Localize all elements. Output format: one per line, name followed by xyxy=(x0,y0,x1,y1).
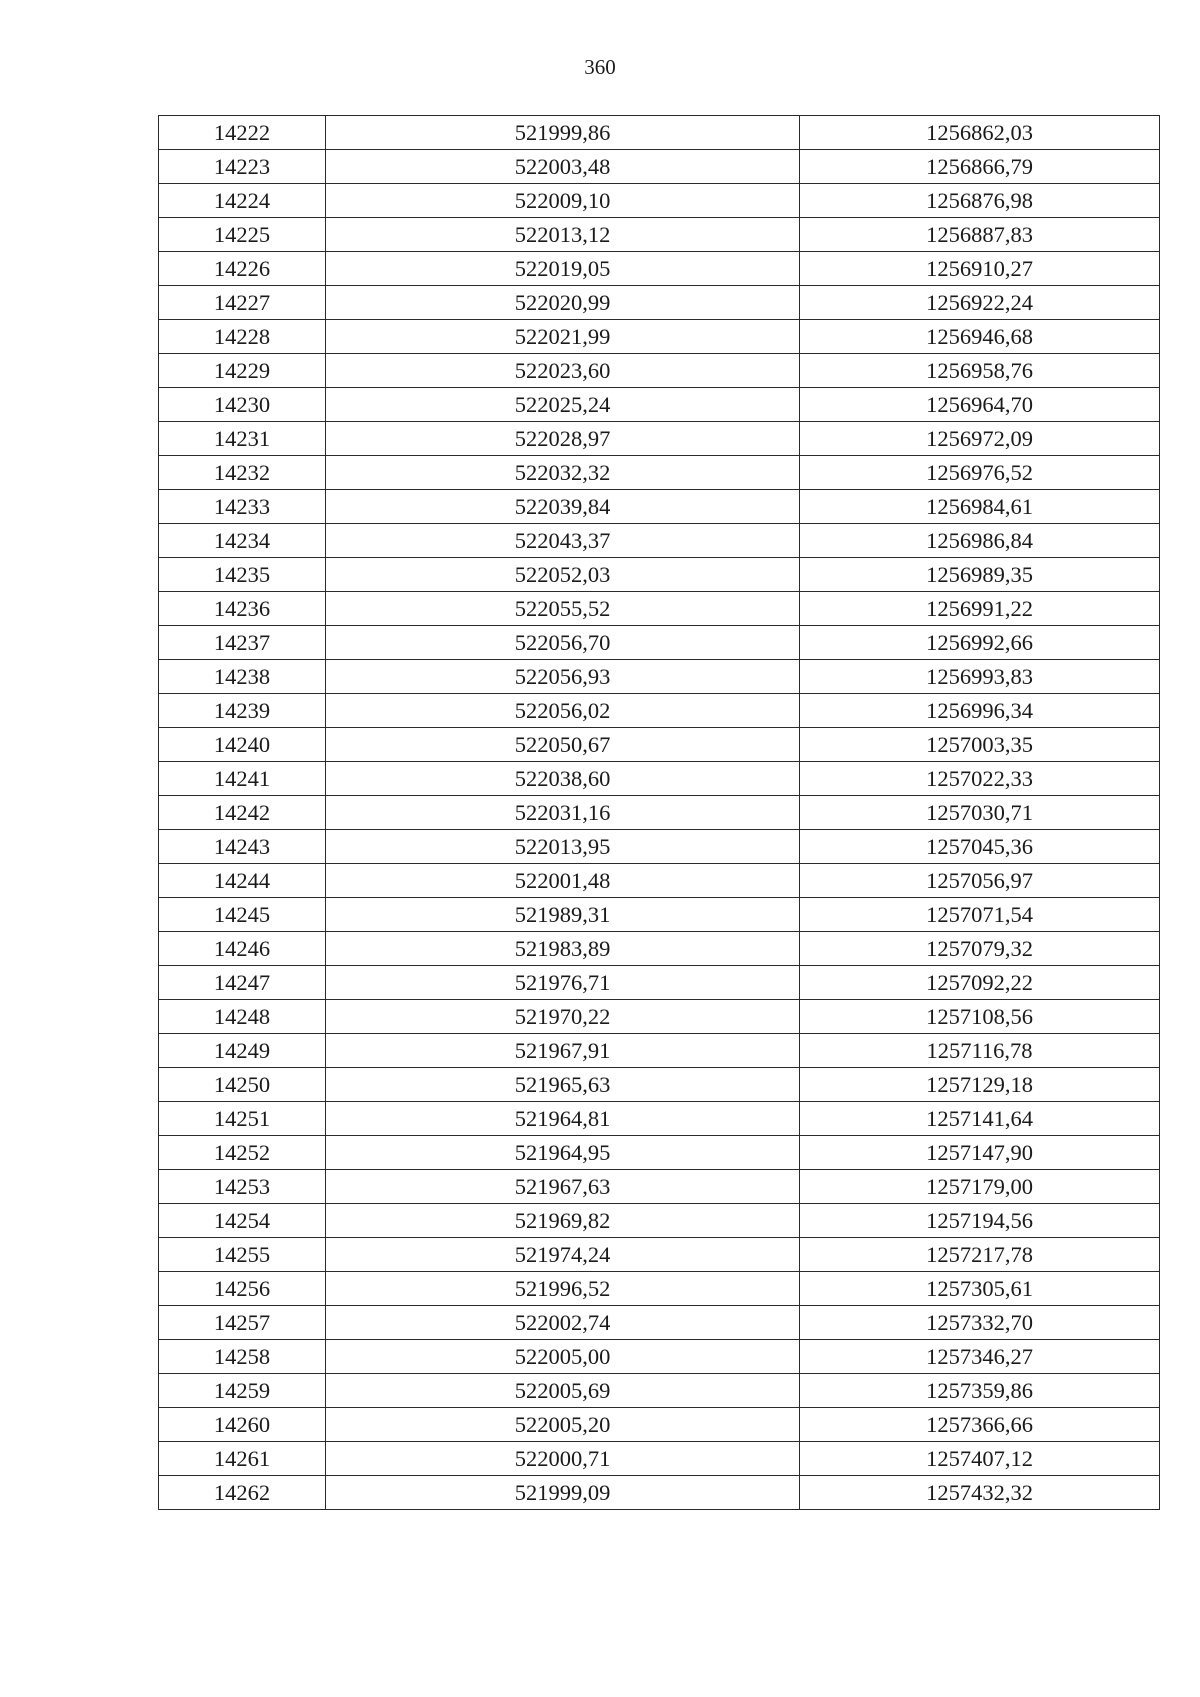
point-number-cell: 14259 xyxy=(159,1374,326,1408)
y-coordinate-cell: 1257179,00 xyxy=(800,1170,1160,1204)
table-row xyxy=(159,762,1160,796)
table-row xyxy=(159,932,1160,966)
table-row xyxy=(159,388,1160,422)
point-number-cell: 14246 xyxy=(159,932,326,966)
y-coordinate-cell: 1257045,36 xyxy=(800,830,1160,864)
table-row xyxy=(159,592,1160,626)
point-number-cell: 14253 xyxy=(159,1170,326,1204)
x-coordinate-cell: 522019,05 xyxy=(326,252,800,286)
point-number-cell: 14250 xyxy=(159,1068,326,1102)
point-number-cell: 14229 xyxy=(159,354,326,388)
point-number-cell: 14255 xyxy=(159,1238,326,1272)
x-coordinate-cell: 522013,95 xyxy=(326,830,800,864)
table-row xyxy=(159,320,1160,354)
table-row xyxy=(159,1476,1160,1510)
table-row xyxy=(159,218,1160,252)
table-row xyxy=(159,1306,1160,1340)
x-coordinate-cell: 522050,67 xyxy=(326,728,800,762)
point-number-cell: 14249 xyxy=(159,1034,326,1068)
point-number-cell: 14241 xyxy=(159,762,326,796)
point-number-cell: 14235 xyxy=(159,558,326,592)
x-coordinate-cell: 521967,63 xyxy=(326,1170,800,1204)
point-number-cell: 14258 xyxy=(159,1340,326,1374)
y-coordinate-cell: 1257030,71 xyxy=(800,796,1160,830)
y-coordinate-cell: 1256984,61 xyxy=(800,490,1160,524)
x-coordinate-cell: 522013,12 xyxy=(326,218,800,252)
point-number-cell: 14222 xyxy=(159,116,326,150)
y-coordinate-cell: 1257194,56 xyxy=(800,1204,1160,1238)
y-coordinate-cell: 1257079,32 xyxy=(800,932,1160,966)
y-coordinate-cell: 1257116,78 xyxy=(800,1034,1160,1068)
y-coordinate-cell: 1256887,83 xyxy=(800,218,1160,252)
point-number-cell: 14260 xyxy=(159,1408,326,1442)
x-coordinate-cell: 522001,48 xyxy=(326,864,800,898)
y-coordinate-cell: 1257141,64 xyxy=(800,1102,1160,1136)
x-coordinate-cell: 521996,52 xyxy=(326,1272,800,1306)
table-row xyxy=(159,1102,1160,1136)
point-number-cell: 14257 xyxy=(159,1306,326,1340)
point-number-cell: 14228 xyxy=(159,320,326,354)
x-coordinate-cell: 521964,81 xyxy=(326,1102,800,1136)
y-coordinate-cell: 1256946,68 xyxy=(800,320,1160,354)
x-coordinate-cell: 522020,99 xyxy=(326,286,800,320)
y-coordinate-cell: 1257147,90 xyxy=(800,1136,1160,1170)
point-number-cell: 14243 xyxy=(159,830,326,864)
table-row xyxy=(159,116,1160,150)
x-coordinate-cell: 522039,84 xyxy=(326,490,800,524)
x-coordinate-cell: 521964,95 xyxy=(326,1136,800,1170)
table-row xyxy=(159,1408,1160,1442)
point-number-cell: 14225 xyxy=(159,218,326,252)
point-number-cell: 14242 xyxy=(159,796,326,830)
x-coordinate-cell: 522056,93 xyxy=(326,660,800,694)
table-row xyxy=(159,252,1160,286)
point-number-cell: 14247 xyxy=(159,966,326,1000)
table-row xyxy=(159,422,1160,456)
table-row xyxy=(159,1442,1160,1476)
point-number-cell: 14252 xyxy=(159,1136,326,1170)
x-coordinate-cell: 522056,70 xyxy=(326,626,800,660)
coordinates-table xyxy=(158,115,1160,1510)
y-coordinate-cell: 1257092,22 xyxy=(800,966,1160,1000)
x-coordinate-cell: 522028,97 xyxy=(326,422,800,456)
x-coordinate-cell: 522032,32 xyxy=(326,456,800,490)
table-row xyxy=(159,660,1160,694)
table-row xyxy=(159,150,1160,184)
y-coordinate-cell: 1256866,79 xyxy=(800,150,1160,184)
table-row xyxy=(159,524,1160,558)
table-row xyxy=(159,1238,1160,1272)
x-coordinate-cell: 521983,89 xyxy=(326,932,800,966)
x-coordinate-cell: 522005,20 xyxy=(326,1408,800,1442)
coordinates-table-body xyxy=(159,116,1160,1510)
point-number-cell: 14239 xyxy=(159,694,326,728)
table-row xyxy=(159,1204,1160,1238)
point-number-cell: 14231 xyxy=(159,422,326,456)
table-row xyxy=(159,830,1160,864)
y-coordinate-cell: 1257056,97 xyxy=(800,864,1160,898)
y-coordinate-cell: 1257022,33 xyxy=(800,762,1160,796)
y-coordinate-cell: 1256986,84 xyxy=(800,524,1160,558)
point-number-cell: 14238 xyxy=(159,660,326,694)
y-coordinate-cell: 1257003,35 xyxy=(800,728,1160,762)
x-coordinate-cell: 521999,09 xyxy=(326,1476,800,1510)
point-number-cell: 14240 xyxy=(159,728,326,762)
point-number-cell: 14248 xyxy=(159,1000,326,1034)
y-coordinate-cell: 1256922,24 xyxy=(800,286,1160,320)
y-coordinate-cell: 1256993,83 xyxy=(800,660,1160,694)
table-row xyxy=(159,1272,1160,1306)
x-coordinate-cell: 522052,03 xyxy=(326,558,800,592)
x-coordinate-cell: 522009,10 xyxy=(326,184,800,218)
table-row xyxy=(159,694,1160,728)
point-number-cell: 14234 xyxy=(159,524,326,558)
x-coordinate-cell: 522056,02 xyxy=(326,694,800,728)
x-coordinate-cell: 521965,63 xyxy=(326,1068,800,1102)
x-coordinate-cell: 522021,99 xyxy=(326,320,800,354)
y-coordinate-cell: 1257366,66 xyxy=(800,1408,1160,1442)
table-row xyxy=(159,1340,1160,1374)
y-coordinate-cell: 1256992,66 xyxy=(800,626,1160,660)
point-number-cell: 14256 xyxy=(159,1272,326,1306)
point-number-cell: 14244 xyxy=(159,864,326,898)
y-coordinate-cell: 1257346,27 xyxy=(800,1340,1160,1374)
y-coordinate-cell: 1257359,86 xyxy=(800,1374,1160,1408)
point-number-cell: 14232 xyxy=(159,456,326,490)
table-row xyxy=(159,898,1160,932)
point-number-cell: 14233 xyxy=(159,490,326,524)
table-row xyxy=(159,1068,1160,1102)
y-coordinate-cell: 1256991,22 xyxy=(800,592,1160,626)
x-coordinate-cell: 521969,82 xyxy=(326,1204,800,1238)
table-row xyxy=(159,626,1160,660)
point-number-cell: 14261 xyxy=(159,1442,326,1476)
point-number-cell: 14262 xyxy=(159,1476,326,1510)
table-row xyxy=(159,966,1160,1000)
y-coordinate-cell: 1257129,18 xyxy=(800,1068,1160,1102)
x-coordinate-cell: 522025,24 xyxy=(326,388,800,422)
x-coordinate-cell: 521970,22 xyxy=(326,1000,800,1034)
y-coordinate-cell: 1256964,70 xyxy=(800,388,1160,422)
table-row xyxy=(159,728,1160,762)
point-number-cell: 14223 xyxy=(159,150,326,184)
page-number: 360 xyxy=(584,55,616,79)
x-coordinate-cell: 522000,71 xyxy=(326,1442,800,1476)
y-coordinate-cell: 1257305,61 xyxy=(800,1272,1160,1306)
x-coordinate-cell: 521976,71 xyxy=(326,966,800,1000)
table-row xyxy=(159,1374,1160,1408)
point-number-cell: 14254 xyxy=(159,1204,326,1238)
table-row xyxy=(159,184,1160,218)
x-coordinate-cell: 522055,52 xyxy=(326,592,800,626)
x-coordinate-cell: 522038,60 xyxy=(326,762,800,796)
x-coordinate-cell: 522043,37 xyxy=(326,524,800,558)
y-coordinate-cell: 1256972,09 xyxy=(800,422,1160,456)
table-row xyxy=(159,354,1160,388)
y-coordinate-cell: 1257407,12 xyxy=(800,1442,1160,1476)
table-row xyxy=(159,1136,1160,1170)
y-coordinate-cell: 1256976,52 xyxy=(800,456,1160,490)
x-coordinate-cell: 522023,60 xyxy=(326,354,800,388)
table-row xyxy=(159,558,1160,592)
point-number-cell: 14245 xyxy=(159,898,326,932)
y-coordinate-cell: 1257332,70 xyxy=(800,1306,1160,1340)
x-coordinate-cell: 522005,69 xyxy=(326,1374,800,1408)
y-coordinate-cell: 1256989,35 xyxy=(800,558,1160,592)
y-coordinate-cell: 1256910,27 xyxy=(800,252,1160,286)
point-number-cell: 14227 xyxy=(159,286,326,320)
point-number-cell: 14237 xyxy=(159,626,326,660)
y-coordinate-cell: 1256876,98 xyxy=(800,184,1160,218)
y-coordinate-cell: 1256958,76 xyxy=(800,354,1160,388)
table-row xyxy=(159,1034,1160,1068)
table-row xyxy=(159,796,1160,830)
x-coordinate-cell: 521974,24 xyxy=(326,1238,800,1272)
y-coordinate-cell: 1257071,54 xyxy=(800,898,1160,932)
table-row xyxy=(159,864,1160,898)
x-coordinate-cell: 522003,48 xyxy=(326,150,800,184)
x-coordinate-cell: 522031,16 xyxy=(326,796,800,830)
point-number-cell: 14230 xyxy=(159,388,326,422)
x-coordinate-cell: 521967,91 xyxy=(326,1034,800,1068)
point-number-cell: 14236 xyxy=(159,592,326,626)
table-row xyxy=(159,286,1160,320)
table-row xyxy=(159,490,1160,524)
point-number-cell: 14251 xyxy=(159,1102,326,1136)
table-row xyxy=(159,456,1160,490)
table-row xyxy=(159,1170,1160,1204)
point-number-cell: 14224 xyxy=(159,184,326,218)
x-coordinate-cell: 522005,00 xyxy=(326,1340,800,1374)
y-coordinate-cell: 1256996,34 xyxy=(800,694,1160,728)
x-coordinate-cell: 522002,74 xyxy=(326,1306,800,1340)
y-coordinate-cell: 1256862,03 xyxy=(800,116,1160,150)
y-coordinate-cell: 1257217,78 xyxy=(800,1238,1160,1272)
point-number-cell: 14226 xyxy=(159,252,326,286)
x-coordinate-cell: 521999,86 xyxy=(326,116,800,150)
y-coordinate-cell: 1257108,56 xyxy=(800,1000,1160,1034)
x-coordinate-cell: 521989,31 xyxy=(326,898,800,932)
table-row xyxy=(159,1000,1160,1034)
y-coordinate-cell: 1257432,32 xyxy=(800,1476,1160,1510)
